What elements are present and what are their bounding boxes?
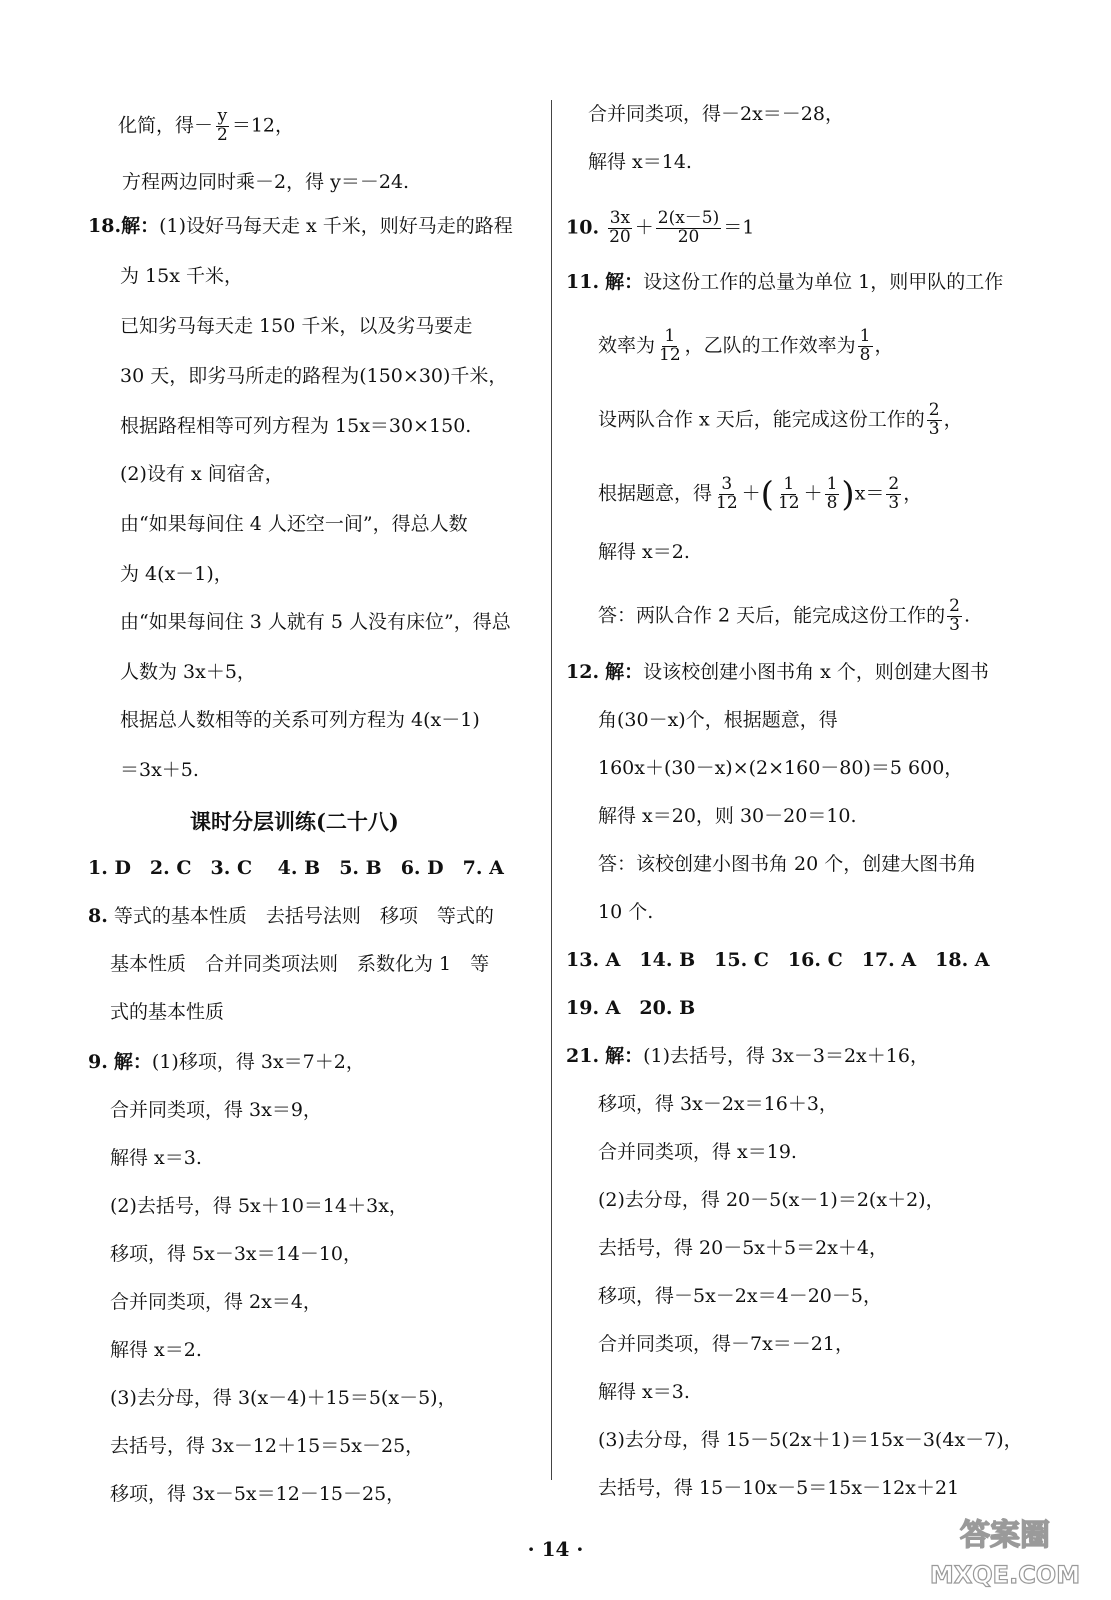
text: 根据题意，得 bbox=[598, 482, 713, 505]
text: ＝12， bbox=[231, 114, 295, 137]
text-line: 角(30－x)个，根据题意，得 bbox=[598, 709, 838, 731]
text-line: 合并同类项，得 x＝19. bbox=[598, 1141, 797, 1163]
text: ， bbox=[874, 334, 894, 357]
question-number: 21. bbox=[566, 1045, 600, 1067]
question-10 bbox=[566, 210, 754, 247]
question-number: 11. bbox=[566, 271, 600, 293]
text: (1)移项，得 3x＝7＋2， bbox=[151, 1051, 365, 1073]
column-divider bbox=[551, 100, 552, 1480]
text-line bbox=[598, 476, 922, 513]
text: x＝ bbox=[854, 482, 885, 505]
text-line bbox=[598, 402, 963, 439]
text-line: 解得 x＝20，则 30－20＝10. bbox=[598, 805, 857, 827]
answers-19-20: 19. A 20. B bbox=[566, 997, 696, 1019]
text-line: 去括号，得 20－5x＋5＝2x＋4， bbox=[598, 1237, 889, 1259]
question-18 bbox=[88, 212, 513, 240]
text-line: 解得 x＝3. bbox=[598, 1381, 690, 1403]
fraction-denominator: 20 bbox=[677, 226, 700, 247]
fraction-denominator: 8 bbox=[826, 492, 838, 513]
text-line: 基本性质 合并同类项法则 系数化为 1 等 bbox=[110, 953, 490, 975]
text-line bbox=[118, 108, 294, 145]
fraction bbox=[215, 108, 230, 145]
text-line: 移项，得 5x－3x＝14－10， bbox=[110, 1243, 363, 1265]
fraction-numerator: 2 bbox=[928, 400, 940, 420]
text: 设该校创建小图书角 x 个，则创建大图书 bbox=[643, 661, 989, 683]
text-line: 移项，得 3x－2x＝16＋3， bbox=[598, 1093, 838, 1115]
fraction-numerator: 2 bbox=[949, 596, 960, 616]
fraction-denominator: 20 bbox=[609, 226, 631, 247]
question-number: 8. bbox=[88, 905, 108, 927]
text-line: (2)设有 x 间宿舍， bbox=[120, 463, 284, 485]
fraction-denominator: 3 bbox=[928, 418, 940, 439]
text: 化简，得－ bbox=[118, 114, 214, 137]
fraction-numerator: 1 bbox=[783, 474, 795, 494]
fraction bbox=[607, 210, 633, 247]
text-line bbox=[598, 598, 970, 635]
question-21 bbox=[566, 1042, 929, 1070]
fraction bbox=[714, 476, 740, 513]
text-line: 去括号，得 3x－12＋15＝5x－25， bbox=[110, 1435, 425, 1457]
question-11 bbox=[566, 268, 1003, 296]
fraction-numerator: 1 bbox=[859, 326, 871, 346]
fraction bbox=[886, 476, 901, 513]
fraction bbox=[657, 328, 683, 365]
text-line: 为 4(x－1)， bbox=[120, 563, 233, 585]
text-line: 式的基本性质 bbox=[110, 1001, 225, 1023]
solution-label: 解： bbox=[121, 215, 160, 237]
text-line: 方程两边同时乘－2，得 y＝－24. bbox=[122, 171, 410, 193]
watermark-logo bbox=[905, 1505, 1105, 1595]
question-9 bbox=[88, 1048, 365, 1076]
question-number: 10. bbox=[566, 216, 600, 239]
fraction-denominator: 3 bbox=[888, 492, 900, 513]
fraction bbox=[927, 402, 942, 439]
text: ， bbox=[943, 408, 963, 431]
text-line: 合并同类项，得－2x＝－28， bbox=[588, 103, 844, 125]
text-line: 移项，得－5x－2x＝4－20－5， bbox=[598, 1285, 882, 1307]
fraction-numerator: 1 bbox=[664, 326, 676, 346]
fraction bbox=[656, 210, 721, 247]
fraction-numerator: 2(x－5) bbox=[657, 208, 720, 228]
page-number: · 14 · bbox=[527, 1537, 584, 1561]
question-number: 12. bbox=[566, 661, 600, 683]
text-line: 为 15x 千米， bbox=[120, 265, 243, 287]
solution-label: 解： bbox=[605, 661, 644, 683]
text: ＋ bbox=[634, 216, 654, 239]
text-line: 根据路程相等可列方程为 15x＝30×150. bbox=[120, 415, 472, 437]
text: 等式的基本性质 去括号法则 移项 等式的 bbox=[113, 905, 494, 927]
watermark-text: 答案圈 bbox=[960, 1518, 1050, 1553]
fraction-numerator: 3x bbox=[609, 208, 631, 228]
text-line: 30 天，即劣马所走的路程为(150×30)千米， bbox=[120, 365, 508, 387]
question-8 bbox=[88, 902, 494, 930]
text-line: 答：该校创建小图书角 20 个，创建大图书角 bbox=[598, 853, 977, 875]
fraction-denominator: 12 bbox=[659, 344, 681, 365]
text-line: 解得 x＝2. bbox=[110, 1339, 202, 1361]
text: 设两队合作 x 天后，能完成这份工作的 bbox=[598, 408, 925, 431]
text: 效率为 bbox=[598, 334, 656, 357]
question-12 bbox=[566, 658, 989, 686]
text-line: 由“如果每间住 3 人就有 5 人没有床位”，得总 bbox=[120, 611, 511, 633]
solution-label: 解： bbox=[605, 271, 644, 293]
text-line: 已知劣马每天走 150 千米，以及劣马要走 bbox=[120, 315, 473, 337]
text-line: ＝3x＋5. bbox=[120, 759, 199, 781]
text: 答：两队合作 2 天后，能完成这份工作的 bbox=[598, 604, 946, 627]
text: ，乙队的工作效率为 bbox=[684, 334, 856, 357]
right-paren: ) bbox=[841, 474, 855, 515]
fraction-denominator: 2 bbox=[217, 124, 228, 145]
text: ， bbox=[903, 482, 923, 505]
text-line: 根据总人数相等的关系可列方程为 4(x－1) bbox=[120, 709, 480, 731]
text-line: 160x＋(30－x)×(2×160－80)＝5 600， bbox=[598, 757, 964, 779]
fraction-numerator: 1 bbox=[826, 474, 838, 494]
solution-label: 解： bbox=[605, 1045, 644, 1067]
text-line: 移项，得 3x－5x＝12－15－25， bbox=[110, 1483, 406, 1505]
fraction-denominator: 3 bbox=[949, 614, 960, 635]
text-line: 人数为 3x＋5， bbox=[120, 661, 256, 683]
fraction bbox=[947, 598, 962, 635]
text-line: 解得 x＝14. bbox=[588, 151, 692, 173]
question-number: 18. bbox=[88, 215, 122, 237]
text: ＋ bbox=[741, 482, 761, 505]
question-number: 9. bbox=[88, 1051, 108, 1073]
fraction bbox=[858, 328, 873, 365]
answers-13-18: 13. A 14. B 15. C 16. C 17. A 18. A bbox=[566, 949, 990, 971]
fraction-numerator: 2 bbox=[888, 474, 900, 494]
text: . bbox=[964, 604, 971, 627]
text-line: (3)去分母，得 3(x－4)＋15＝5(x－5)， bbox=[110, 1387, 457, 1409]
text-line: 合并同类项，得 3x＝9， bbox=[110, 1099, 322, 1121]
answers-1-7: 1. D 2. C 3. C 4. B 5. B 6. D 7. A bbox=[88, 857, 504, 879]
fraction bbox=[776, 476, 802, 513]
fraction-denominator: 12 bbox=[716, 492, 738, 513]
text-line: 合并同类项，得－7x＝－21， bbox=[598, 1333, 854, 1355]
text-line: 10 个. bbox=[598, 901, 654, 923]
fraction-denominator: 8 bbox=[859, 344, 871, 365]
text: 设这份工作的总量为单位 1，则甲队的工作 bbox=[643, 271, 1004, 293]
fraction-denominator: 12 bbox=[777, 492, 800, 513]
text-line: 由“如果每间住 4 人还空一间”，得总人数 bbox=[120, 513, 468, 535]
watermark-url: MXQE.COM bbox=[929, 1561, 1081, 1589]
text-line: 解得 x＝3. bbox=[110, 1147, 202, 1169]
text-line: (2)去分母，得 20－5(x－1)＝2(x＋2)， bbox=[598, 1189, 945, 1211]
text: (1)设好马每天走 x 千米，则好马走的路程 bbox=[159, 215, 513, 237]
text-line bbox=[598, 328, 894, 365]
text-line: 合并同类项，得 2x＝4， bbox=[110, 1291, 322, 1313]
section-heading: 课时分层训练(二十八) bbox=[190, 809, 399, 834]
fraction-numerator: 3 bbox=[721, 474, 733, 494]
text-line: 解得 x＝2. bbox=[598, 541, 690, 563]
left-paren: ( bbox=[760, 474, 774, 515]
text: ＝1 bbox=[723, 216, 755, 239]
fraction bbox=[825, 476, 840, 513]
text-line: (2)去括号，得 5x＋10＝14＋3x， bbox=[110, 1195, 408, 1217]
text: (1)去括号，得 3x－3＝2x＋16， bbox=[643, 1045, 929, 1067]
fraction-numerator: y bbox=[217, 106, 228, 126]
solution-label: 解： bbox=[113, 1051, 152, 1073]
text: ＋ bbox=[803, 482, 823, 505]
text-line: (3)去分母，得 15－5(2x＋1)＝15x－3(4x－7)， bbox=[598, 1429, 1023, 1451]
text-line: 去括号，得 15－10x－5＝15x－12x＋21 bbox=[598, 1477, 960, 1499]
